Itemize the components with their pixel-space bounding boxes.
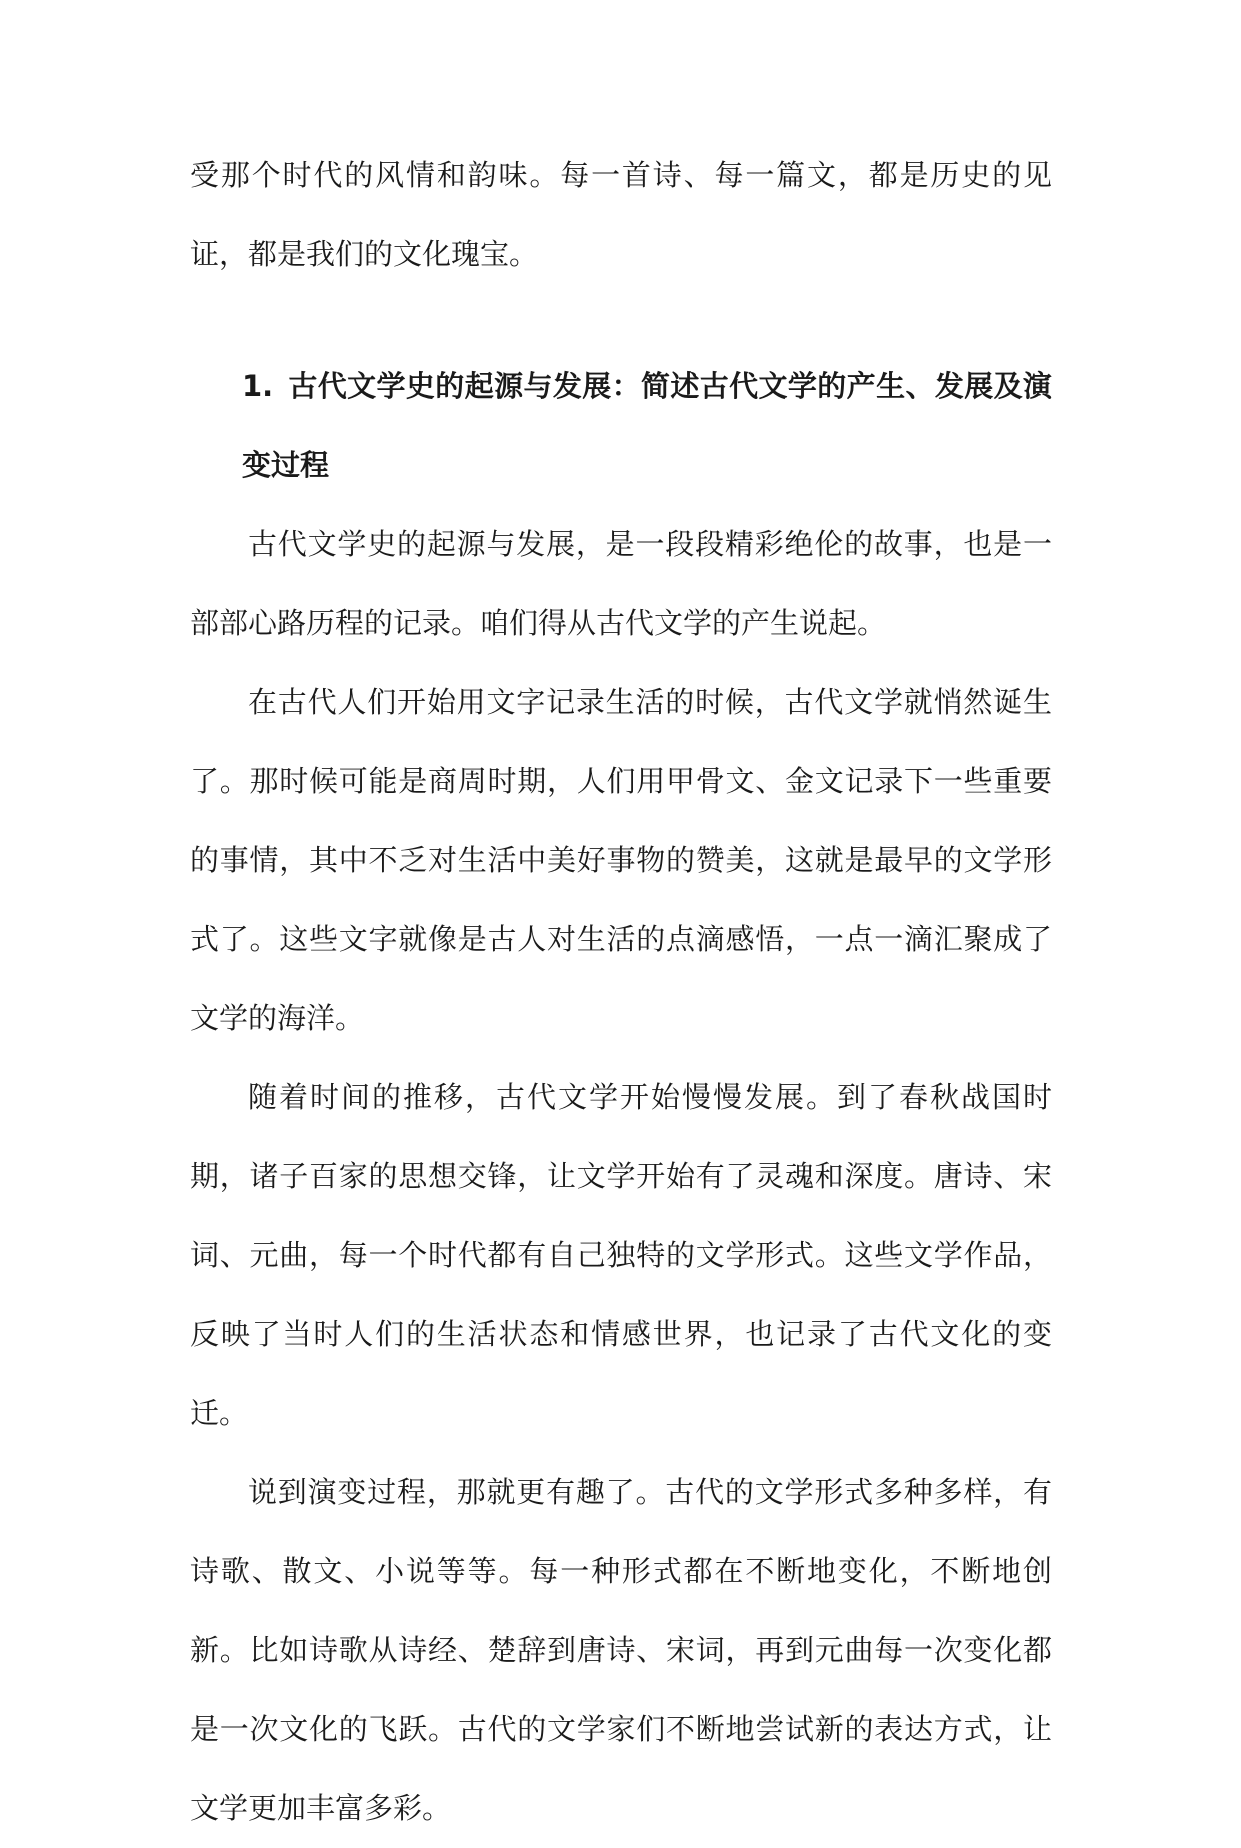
intro-paragraph: 受那个时代的风情和韵味。每一首诗、每一篇文，都是历史的见证，都是我们的文化瑰宝。: [190, 158, 1052, 271]
body-paragraph-2: 在古代人们开始用文字记录生活的时候，古代文学就悄然诞生了。那时候可能是商周时期，人们用甲骨文、金文记录下一些重要的事情，其中不乏对生活中美好事物的赞美，这就是最早的文学形式了。这些文字就像是古人对生活的点滴感悟，一点一滴汇聚成了文学的海洋。: [190, 685, 1052, 1035]
body-paragraph-4: 说到演变过程，那就更有趣了。古代的文学形式多种多样，有诗歌、散文、小说等等。每一种形式都在不断地变化，不断地创新。比如诗歌从诗经、楚辞到唐诗、宋词，再到元曲每一次变化都是一次文化的飞跃。古代的文学家们不断地尝试新的表达方式，让文学更加丰富多彩。: [190, 1475, 1052, 1825]
document-body: [190, 136, 1052, 1848]
section-title: 古代文学史的起源与发展：简述古代文学的产生、发展及演变过程: [242, 369, 1052, 482]
section-heading: [190, 347, 1052, 505]
section-number: 1.: [242, 369, 274, 403]
body-paragraph-1: 古代文学史的起源与发展，是一段段精彩绝伦的故事，也是一部部心路历程的记录。咱们得从古代文学的产生说起。: [190, 527, 1052, 640]
body-paragraph-3: 随着时间的推移，古代文学开始慢慢发展。到了春秋战国时期，诸子百家的思想交锋，让文学开始有了灵魂和深度。唐诗、宋词、元曲，每一个时代都有自己独特的文学形式。这些文学作品，反映了当时人们的生活状态和情感世界，也记录了古代文化的变迁。: [190, 1080, 1052, 1430]
